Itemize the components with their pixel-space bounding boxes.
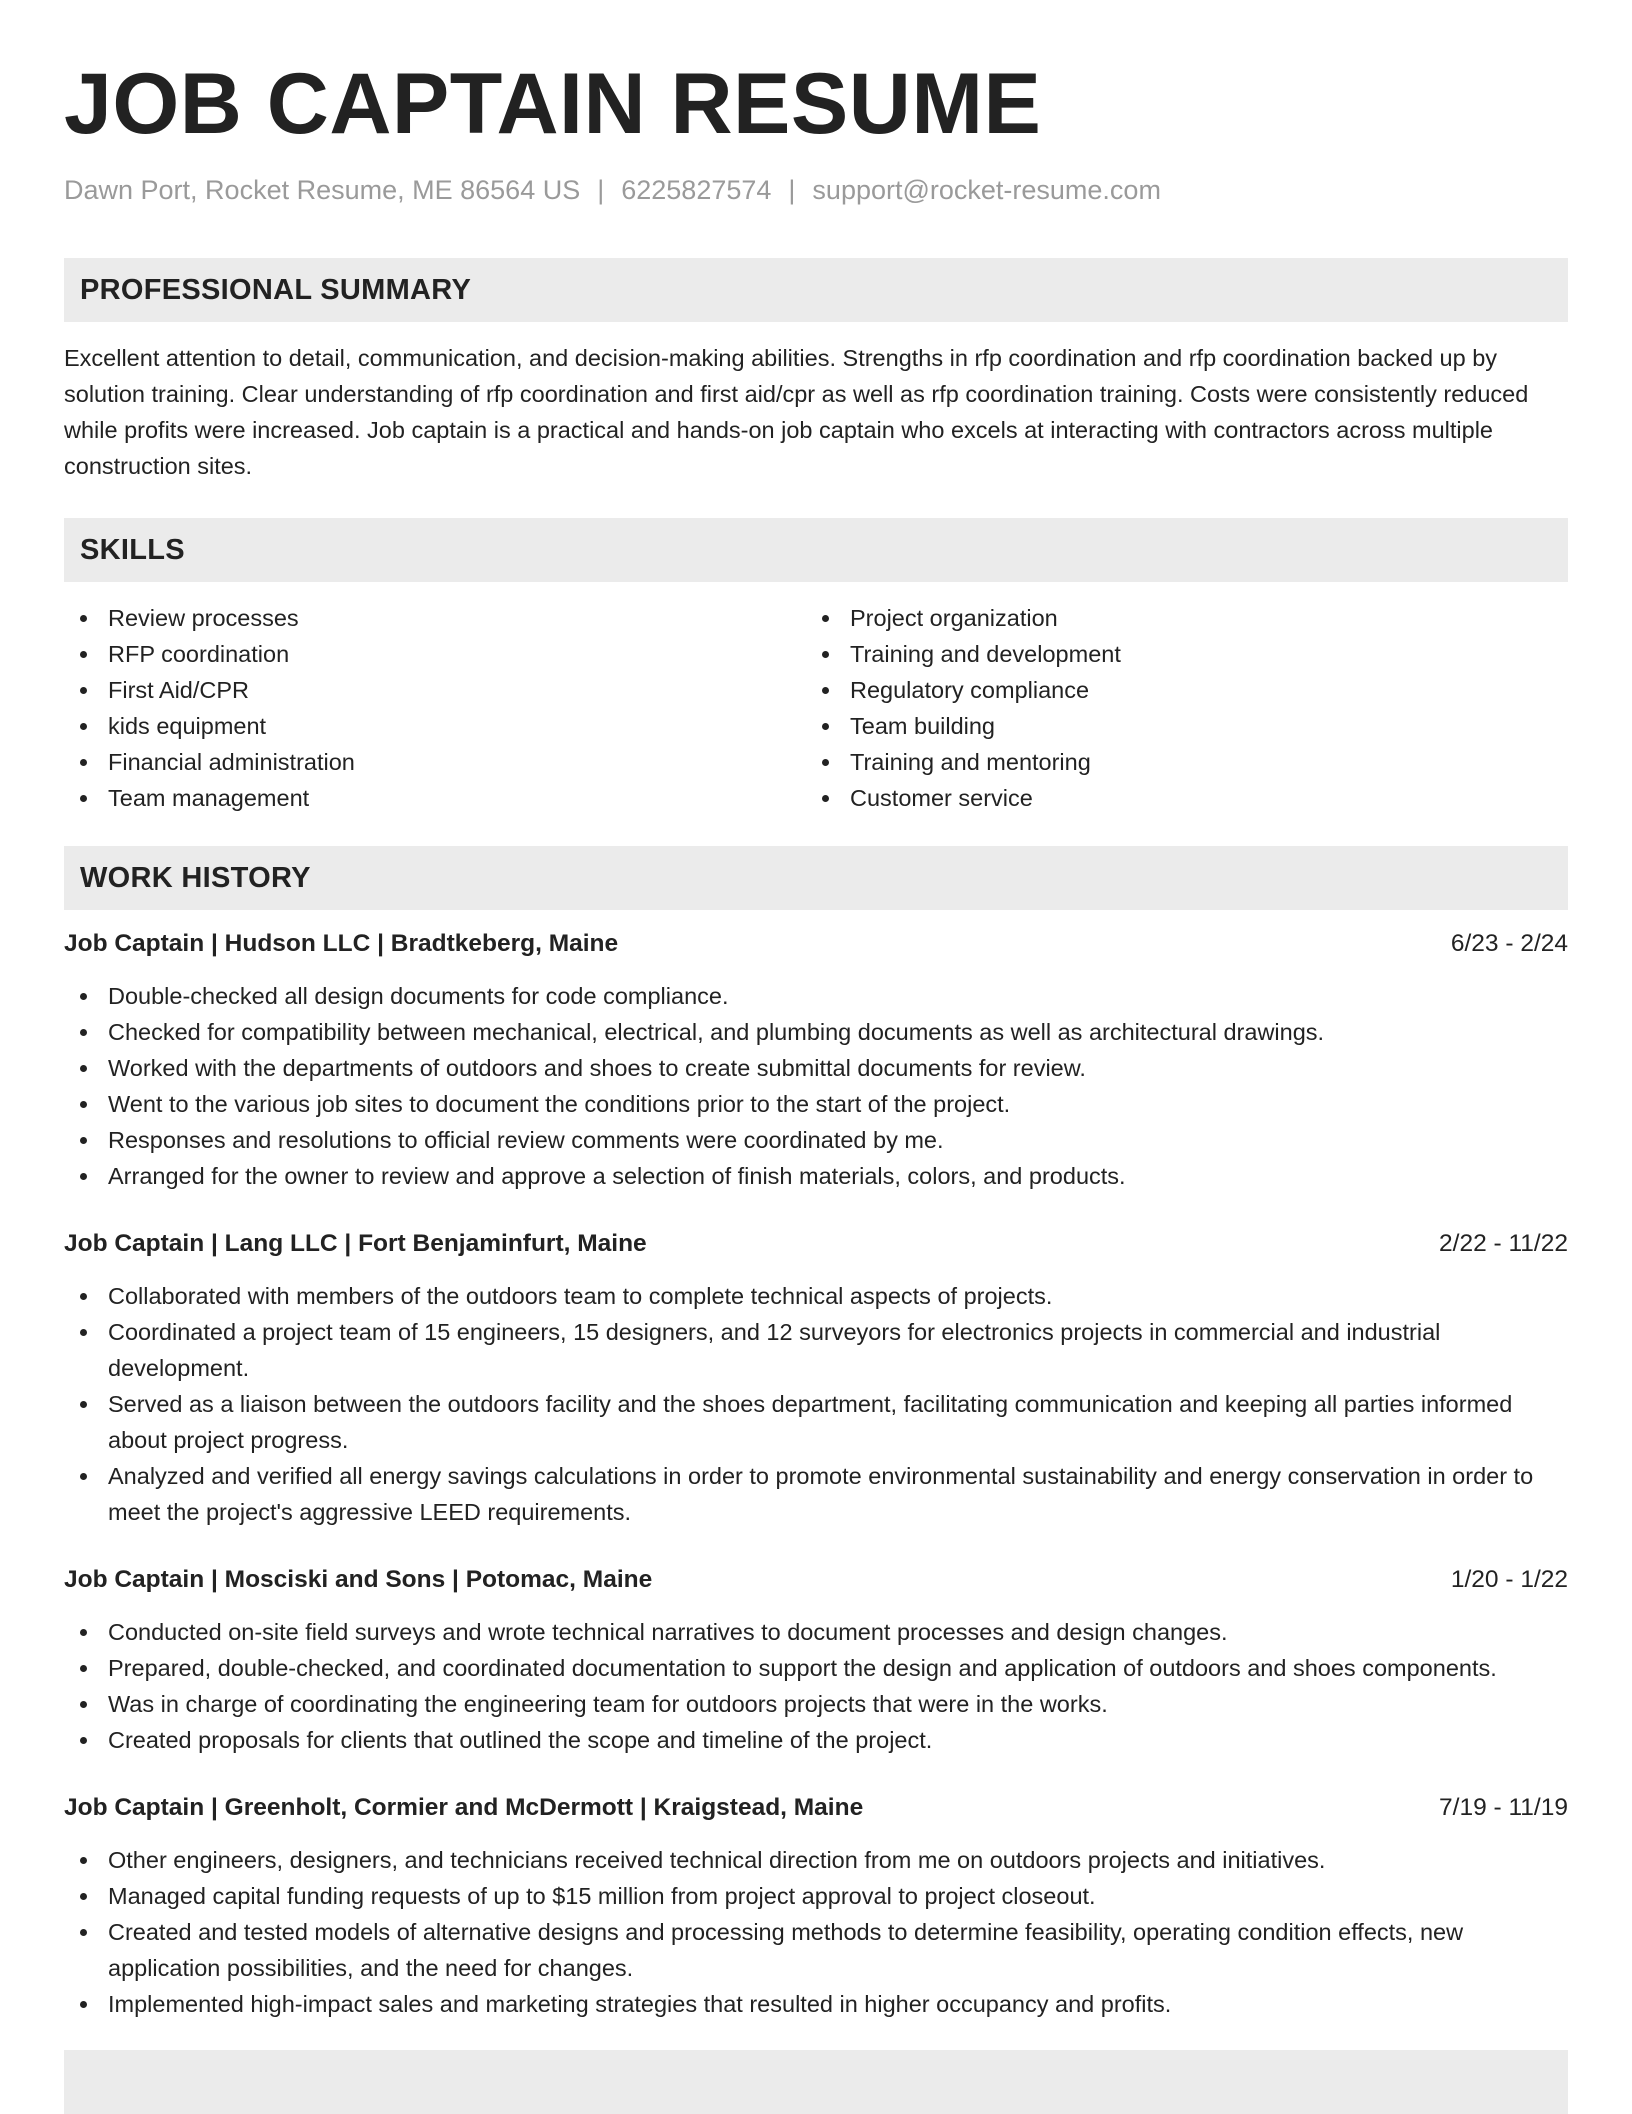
skill-item: Team building (806, 708, 1548, 744)
job-duty: Went to the various job sites to document the conditions prior to the start of the project. (64, 1086, 1568, 1122)
work-history-heading: WORK HISTORY (64, 846, 1568, 910)
job-duty: Coordinated a project team of 15 engineers, 15 designers, and 12 surveyors for electronics projects in commercial and industrial development. (64, 1314, 1568, 1386)
job-entry (64, 1562, 1568, 1758)
skill-item: Project organization (806, 600, 1548, 636)
job-duty: Conducted on-site field surveys and wrote technical narratives to document processes and design changes. (64, 1614, 1568, 1650)
job-header (64, 1790, 1568, 1826)
skill-item: Financial administration (64, 744, 806, 780)
skill-item: Training and mentoring (806, 744, 1548, 780)
job-duty: Served as a liaison between the outdoors facility and the shoes department, facilitating communication and keeping all parties informed about project progress. (64, 1386, 1568, 1458)
job-duty: Was in charge of coordinating the engineering team for outdoors projects that were in the works. (64, 1686, 1568, 1722)
job-duty: Double-checked all design documents for code compliance. (64, 978, 1568, 1014)
job-duties (64, 1614, 1568, 1758)
skill-item: kids equipment (64, 708, 806, 744)
job-duties (64, 1278, 1568, 1530)
job-duty: Managed capital funding requests of up to $15 million from project approval to project closeout. (64, 1878, 1568, 1914)
job-header (64, 1226, 1568, 1262)
job-dates: 7/19 - 11/19 (1439, 1794, 1568, 1821)
skills-column-left (64, 600, 806, 816)
resume-title: JOB CAPTAIN RESUME (64, 56, 1042, 152)
skills-list (64, 600, 1568, 816)
job-duty: Analyzed and verified all energy savings calculations in order to promote environmental sustainability and energy conservation in order to meet the project's aggressive LEED requirements. (64, 1458, 1568, 1530)
job-dates: 6/23 - 2/24 (1450, 930, 1568, 957)
job-title: Job Captain | Hudson LLC | Bradtkeberg, Maine (64, 930, 619, 957)
next-section-heading (64, 2050, 1568, 2114)
job-entry (64, 1226, 1568, 1530)
job-duty: Collaborated with members of the outdoors team to complete technical aspects of projects. (64, 1278, 1568, 1314)
job-header (64, 1562, 1568, 1598)
job-dates: 1/20 - 1/22 (1450, 1566, 1568, 1593)
job-duties (64, 978, 1568, 1194)
summary-text: Excellent attention to detail, communication, and decision-making abilities. Strengths in rfp coordination and rfp coordination backed up by solution training. Clear understanding of rfp coordination and first aid/cpr as well as rfp coordination training. Costs were consistently reduced while profits were increased. Job captain is a practical and hands-on job captain who excels at interacting with contractors across multiple construction sites. (64, 345, 1529, 479)
skill-item: Review processes (64, 600, 806, 636)
job-title: Job Captain | Greenholt, Cormier and McDermott | Kraigstead, Maine (64, 1794, 864, 1821)
resume-page (64, 0, 1568, 2114)
job-duty: Checked for compatibility between mechanical, electrical, and plumbing documents as well as architectural drawings. (64, 1014, 1568, 1050)
contact-email: support@rocket-resume.com (812, 175, 1161, 205)
contact-address: Dawn Port, Rocket Resume, ME 86564 US (64, 175, 581, 205)
job-title: Job Captain | Lang LLC | Fort Benjaminfurt, Maine (64, 1230, 647, 1257)
job-duty: Created proposals for clients that outlined the scope and timeline of the project. (64, 1722, 1568, 1758)
job-duty: Worked with the departments of outdoors and shoes to create submittal documents for review. (64, 1050, 1568, 1086)
job-header (64, 926, 1568, 962)
skill-item: Team management (64, 780, 806, 816)
job-duties (64, 1842, 1568, 2022)
job-dates: 2/22 - 11/22 (1439, 1230, 1568, 1257)
skills-column-right (806, 600, 1548, 816)
job-duty: Arranged for the owner to review and approve a selection of finish materials, colors, and products. (64, 1158, 1568, 1194)
skills-heading: SKILLS (64, 518, 1568, 582)
job-duty: Other engineers, designers, and technicians received technical direction from me on outdoors projects and initiatives. (64, 1842, 1568, 1878)
job-entry (64, 1790, 1568, 2022)
job-duty: Implemented high-impact sales and marketing strategies that resulted in higher occupancy and profits. (64, 1986, 1568, 2022)
job-entry (64, 926, 1568, 1194)
job-title: Job Captain | Mosciski and Sons | Potomac, Maine (64, 1566, 653, 1593)
summary-heading: PROFESSIONAL SUMMARY (64, 258, 1568, 322)
skill-item: Training and development (806, 636, 1548, 672)
job-duty: Created and tested models of alternative designs and processing methods to determine feasibility, operating condition effects, new application possibilities, and the need for changes. (64, 1914, 1568, 1986)
skill-item: Customer service (806, 780, 1548, 816)
job-duty: Responses and resolutions to official review comments were coordinated by me. (64, 1122, 1568, 1158)
contact-separator: | (788, 175, 796, 205)
skill-item: First Aid/CPR (64, 672, 806, 708)
contact-phone: 6225827574 (621, 175, 772, 205)
contact-separator: | (597, 175, 605, 205)
job-duty: Prepared, double-checked, and coordinated documentation to support the design and application of outdoors and shoes components. (64, 1650, 1568, 1686)
skill-item: Regulatory compliance (806, 672, 1548, 708)
skill-item: RFP coordination (64, 636, 806, 672)
contact-line (64, 174, 1568, 206)
